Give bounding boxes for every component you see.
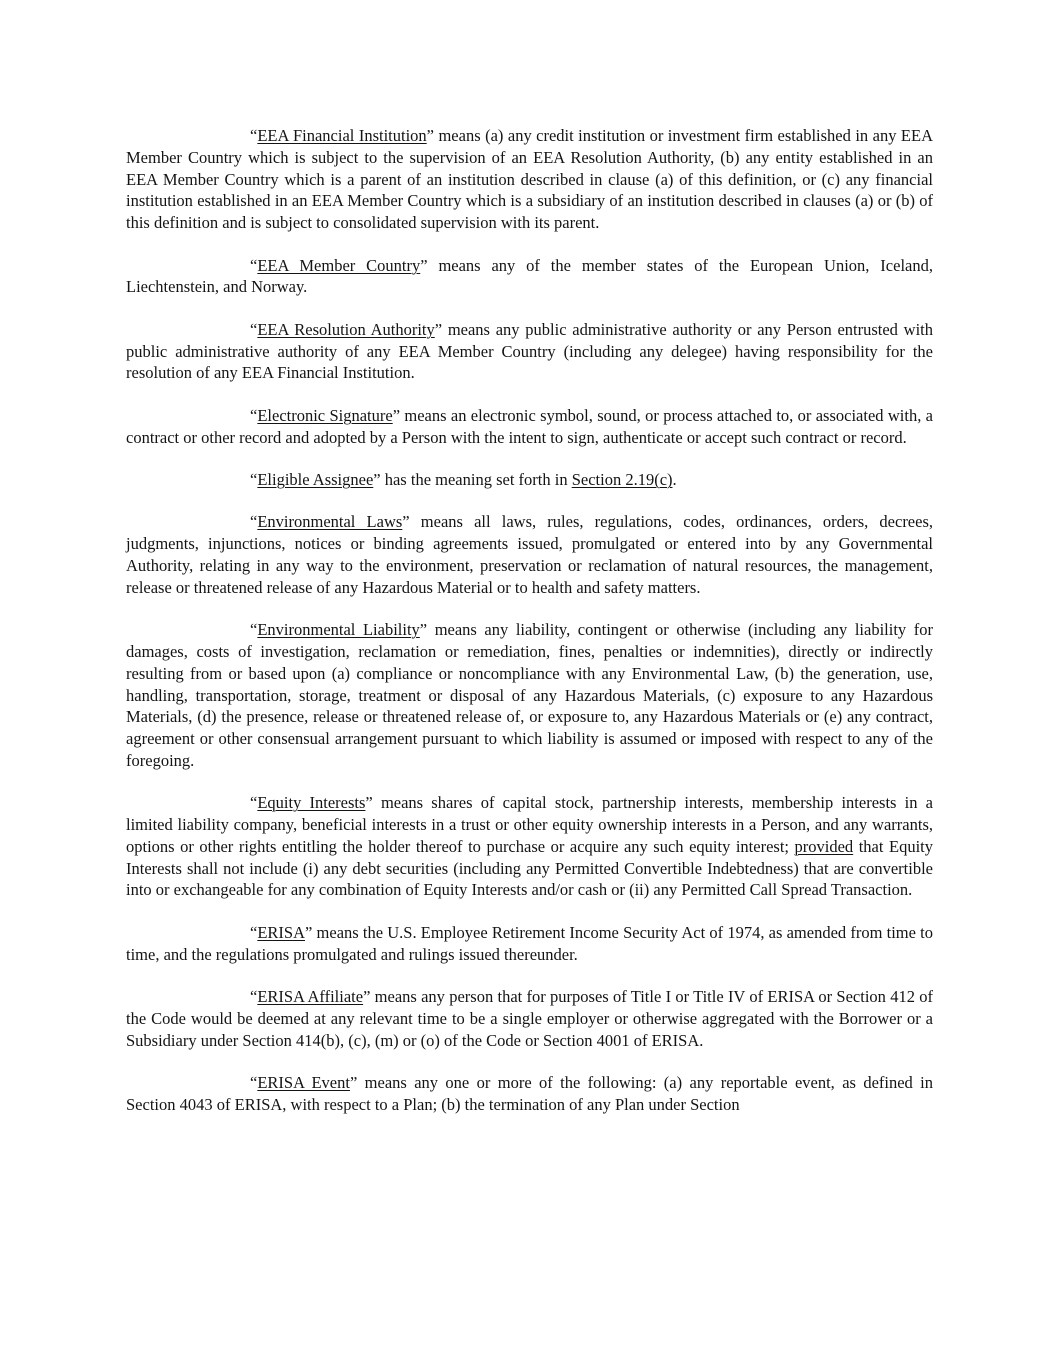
definition-erisa: “ERISA” means the U.S. Employee Retirement Income Security Act of 1974, as amended from time to time, and the regulations promulgated and rulings issued thereunder. bbox=[126, 922, 933, 964]
definition-body-end: . bbox=[672, 469, 677, 489]
defined-term: Electronic Signature bbox=[257, 405, 393, 425]
defined-term: Environmental Liability bbox=[257, 620, 420, 640]
definition-body: means the U.S. Employee Retirement Income Security Act of 1974, as amended from time to time, and the regulations promulgated and rulings issued thereunder. bbox=[126, 922, 933, 964]
definition-eea-member-country: “EEA Member Country” means any of the member states of the European Union, Iceland, Liechtenstein, and Norway. bbox=[126, 255, 933, 297]
provided-keyword: provided bbox=[794, 836, 854, 856]
definition-body: means any public administrative authority or any Person entrusted with public administrative authority of any EEA Member Country (including any delegee) having responsibility for the resolution of any EEA Financial Institution. bbox=[126, 319, 934, 383]
defined-term: ERISA Affiliate bbox=[257, 987, 364, 1007]
defined-term: Eligible Assignee bbox=[257, 469, 374, 489]
document-page bbox=[126, 125, 933, 1116]
definition-electronic-signature: “Electronic Signature” means an electronic symbol, sound, or process attached to, or associated with, a contract or other record and adopted by a Person with the intent to sign, authenticate or accept such contract or record. bbox=[126, 405, 933, 447]
definition-body-end: that Equity Interests shall not include (i) any debt securities (including any Permitted Convertible Indebtedness) that are convertible into or exchangeable for any combination of Equity Interests and/or cash or (ii) any Permitted Call Spread Transaction. bbox=[126, 836, 933, 900]
defined-term: ERISA Event bbox=[257, 1073, 350, 1093]
definition-eligible-assignee: “Eligible Assignee” has the meaning set forth in Section 2.19(c). bbox=[250, 469, 677, 489]
definition-equity-interests: “Equity Interests” means shares of capital stock, partnership interests, membership interests in a limited liability company, beneficial interests in a trust or other equity ownership interests in a Person, and any warrants, options or other rights entitling the holder thereof to purchase or acquire any such equity interest; provided that Equity Interests shall not include (i) any debt securities (including any Permitted Convertible Indebtedness) that are convertible into or exchangeable for any combination of Equity Interests and/or cash or (ii) any Permitted Call Spread Transaction. bbox=[126, 793, 933, 900]
definition-body: means any person that for purposes of Title I or Title IV of ERISA or Section 412 of the Code would be deemed at any relevant time to be a single employer or otherwise aggregated with the Borrower or a Subsidiary under Section 414(b), (c), (m) or (o) of the Code or Section 4001 of ERISA. bbox=[126, 987, 933, 1050]
defined-term: ERISA bbox=[257, 922, 305, 942]
definition-body: has the meaning set forth in bbox=[380, 469, 572, 489]
section-reference: Section 2.19(c) bbox=[571, 469, 673, 489]
definition-body: means any of the member states of the European Union, Iceland, Liechtenstein, and Norway. bbox=[126, 255, 933, 297]
definition-body: means any liability, contingent or otherwise (including any liability for damages, costs of investigation, reclamation or remediation, fines, penalties or indemnities), directly or indirectly resulting from or based upon (a) compliance or noncompliance with any Environmental Law, (b) the generation, use, handling, transportation, storage, treatment or disposal of any Hazardous Materials, (c) exposure to any Hazardous Materials, (d) the presence, release or threatened release of, or exposure to, any Hazardous Materials or (e) any contract, agreement or other consensual arrangement pursuant to which liability is assumed or imposed with respect to any of the foregoing. bbox=[126, 620, 933, 770]
defined-term: EEA Financial Institution bbox=[257, 126, 427, 145]
definition-eea-resolution-authority: “EEA Resolution Authority” means any public administrative authority or any Person entrusted with public administrative authority of any EEA Member Country (including any delegee) having responsibility for the resolution of any EEA Financial Institution. bbox=[126, 319, 934, 383]
definition-body: means (a) any credit institution or investment firm established in any EEA Member Country which is subject to the supervision of an EEA Resolution Authority, (b) any entity established in an EEA Member Country which is a parent of an institution described in clause (a) of this definition, or (c) any financial institution established in an EEA Member Country which is a subsidiary of an institution described in clauses (a) or (b) of this definition and is subject to consolidated supervision with its parent. bbox=[126, 126, 933, 233]
definition-eea-financial-institution: “EEA Financial Institution” means (a) any credit institution or investment firm established in any EEA Member Country which is subject to the supervision of an EEA Resolution Authority, (b) any entity established in an EEA Member Country which is a parent of an institution described in clause (a) of this definition, or (c) any financial institution established in an EEA Member Country which is a subsidiary of an institution described in clauses (a) or (b) of this definition and is subject to consolidated supervision with its parent. bbox=[126, 126, 933, 233]
defined-term: Equity Interests bbox=[257, 793, 366, 813]
definition-erisa-event: “ERISA Event” means any one or more of the following: (a) any reportable event, as defined in Section 4043 of ERISA, with respect to a Plan; (b) the termination of any Plan under Section bbox=[126, 1073, 934, 1114]
defined-term: EEA Resolution Authority bbox=[257, 319, 435, 339]
definition-erisa-affiliate: “ERISA Affiliate” means any person that for purposes of Title I or Title IV of ERISA or Section 412 of the Code would be deemed at any relevant time to be a single employer or otherwise aggregated with the Borrower or a Subsidiary under Section 414(b), (c), (m) or (o) of the Code or Section 4001 of ERISA. bbox=[126, 987, 933, 1050]
definition-body: means an electronic symbol, sound, or process attached to, or associated with, a contract or other record and adopted by a Person with the intent to sign, authenticate or accept such contract or record. bbox=[126, 405, 933, 447]
definition-environmental-liability: “Environmental Liability” means any liability, contingent or otherwise (including any liability for damages, costs of investigation, reclamation or remediation, fines, penalties or indemnities), directly or indirectly resulting from or based upon (a) compliance or noncompliance with any Environmental Law, (b) the generation, use, handling, transportation, storage, treatment or disposal of any Hazardous Materials, (c) exposure to any Hazardous Materials, (d) the presence, release or threatened release of, or exposure to, any Hazardous Materials or (e) any contract, agreement or other consensual arrangement pursuant to which liability is assumed or imposed with respect to any of the foregoing. bbox=[126, 620, 933, 770]
defined-term: Environmental Laws bbox=[257, 512, 403, 532]
definition-environmental-laws: “Environmental Laws” means all laws, rules, regulations, codes, ordinances, orders, decrees, judgments, injunctions, notices or binding agreements issued, promulgated or entered into by any Governmental Authority, relating in any way to the environment, preservation or reclamation of natural resources, the management, release or threatened release of any Hazardous Material or to health and safety matters. bbox=[126, 512, 934, 597]
definition-body: means any one or more of the following: (a) any reportable event, as defined in Section 4043 of ERISA, with respect to a Plan; (b) the termination of any Plan under Section bbox=[126, 1073, 934, 1114]
definition-body: means all laws, rules, regulations, codes, ordinances, orders, decrees, judgments, injunctions, notices or binding agreements issued, promulgated or entered into by any Governmental Authority, relating in any way to the environment, preservation or reclamation of natural resources, the management, release or threatened release of any Hazardous Material or to health and safety matters. bbox=[126, 512, 934, 597]
defined-term: EEA Member Country bbox=[257, 255, 421, 275]
definition-body: means shares of capital stock, partnership interests, membership interests in a limited liability company, beneficial interests in a trust or other equity ownership interests in a Person, and any warrants, options or other rights entitling the holder thereof to purchase or acquire any such equity interest; bbox=[126, 793, 933, 856]
